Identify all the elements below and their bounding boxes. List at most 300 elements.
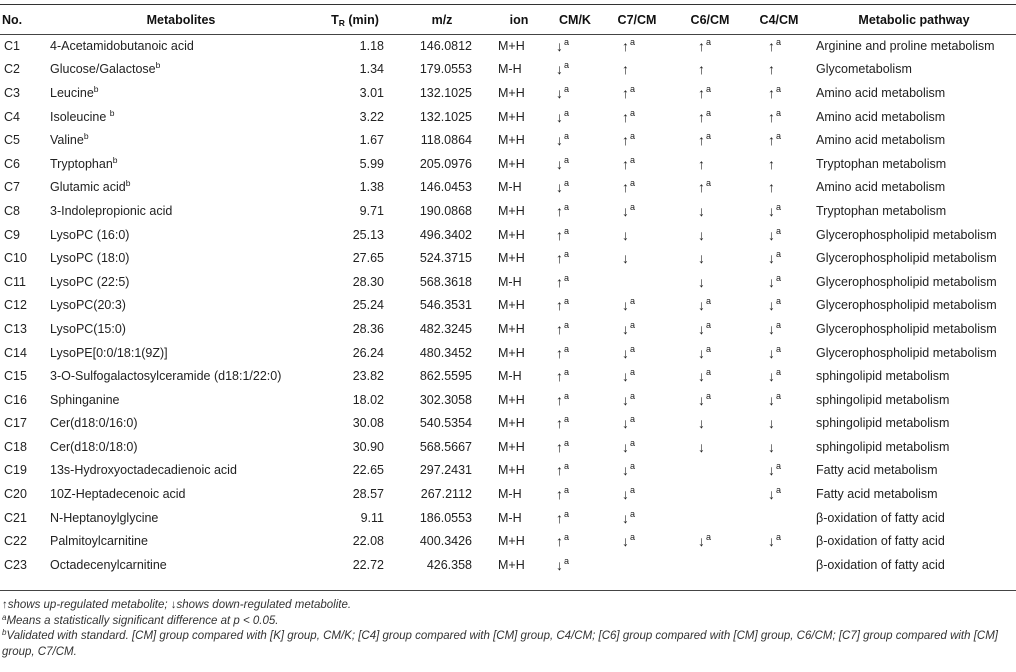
significance-marker: a (564, 485, 570, 496)
cell-c6-cm (674, 388, 746, 412)
cell-ion: M+H (498, 251, 525, 266)
significance-marker: a (776, 461, 782, 472)
header-ion: ion (509, 13, 529, 27)
up-arrow-icon: ↑ (768, 61, 775, 78)
table-top-rule (0, 4, 1016, 5)
down-arrow-icon: ↓ (768, 297, 775, 314)
cell-cm-k (550, 105, 600, 129)
significance-marker: a (564, 296, 570, 307)
cell-mz: 190.0868 (419, 203, 472, 218)
cell-metabolite (48, 246, 314, 270)
significance-marker: a (706, 296, 712, 307)
cell-retention-time: 27.65 (352, 251, 384, 266)
header-cm-k: CM/K (559, 13, 591, 27)
down-arrow-icon: ↓ (768, 250, 775, 267)
metabolite-name: N-Heptanoylglycine (50, 510, 159, 525)
validated-marker: b (93, 83, 99, 94)
cell-ion: M+H (498, 321, 525, 336)
up-arrow-icon: ↑ (768, 179, 775, 196)
up-arrow-icon: ↑ (622, 132, 629, 149)
down-arrow-icon: ↓ (768, 486, 775, 503)
significance-marker: a (706, 83, 712, 94)
cell-no: C13 (4, 321, 27, 336)
down-arrow-icon: ↓ (556, 155, 563, 172)
significance-marker: a (564, 532, 570, 543)
cell-no: C6 (4, 156, 20, 171)
down-arrow-icon: ↓ (698, 438, 705, 455)
header-c7-cm: C7/CM (617, 13, 657, 27)
cell-c6-cm (674, 506, 746, 530)
cell-c7-cm (600, 482, 674, 506)
cell-c6-cm (674, 176, 746, 200)
cell-cm-k (550, 199, 600, 223)
significance-marker: a (630, 319, 636, 330)
cell-mz: 118.0864 (420, 133, 472, 148)
cell-cm-k (550, 459, 600, 483)
cell-metabolite (48, 152, 314, 176)
table-row (0, 34, 1016, 58)
significance-marker: a (564, 461, 570, 472)
up-arrow-icon: ↑ (698, 155, 705, 172)
significance-marker: a (706, 319, 712, 330)
significance-marker: a (564, 83, 570, 94)
cell-c6-cm (674, 364, 746, 388)
significance-marker: a (630, 131, 636, 142)
cell-no: C8 (4, 203, 20, 218)
cell-pathway: Glycerophospholipid metabolism (816, 298, 997, 313)
metabolite-name: 10Z-Heptadecenoic acid (50, 487, 186, 502)
cell-metabolite (48, 199, 314, 223)
significance-marker: a (564, 437, 570, 448)
down-arrow-icon: ↓ (768, 320, 775, 337)
cell-mz: 302.3058 (419, 392, 472, 407)
cell-ion: M+H (498, 534, 525, 549)
significance-marker: a (776, 319, 782, 330)
cell-c4-cm (746, 176, 812, 200)
cell-mz: 179.0553 (419, 62, 472, 77)
down-arrow-icon: ↓ (768, 202, 775, 219)
cell-metabolite (48, 341, 314, 365)
up-arrow-icon: ↑ (768, 132, 775, 149)
significance-marker: a (776, 107, 782, 118)
cell-ion: M+H (498, 227, 525, 242)
cell-pathway: Glycerophospholipid metabolism (816, 227, 997, 242)
cell-pathway: Arginine and proline metabolism (816, 38, 995, 53)
up-arrow-icon: ↑ (556, 368, 563, 385)
cell-c6-cm (674, 529, 746, 553)
cell-retention-time: 23.82 (352, 369, 384, 384)
cell-ion: M+H (498, 439, 525, 454)
metabolite-name: Octadecenylcarnitine (50, 557, 167, 572)
cell-ion: M+H (498, 463, 525, 478)
down-arrow-icon: ↓ (698, 391, 705, 408)
cell-no: C14 (4, 345, 27, 360)
significance-marker: a (706, 178, 712, 189)
down-arrow-icon: ↓ (768, 415, 775, 432)
significance-marker: a (564, 343, 570, 354)
cell-c6-cm (674, 223, 746, 247)
cell-mz: 400.3426 (419, 534, 472, 549)
table-row (0, 128, 1016, 152)
significance-marker: a (776, 343, 782, 354)
cell-metabolite (48, 81, 314, 105)
cell-c6-cm (674, 435, 746, 459)
cell-retention-time: 18.02 (352, 392, 384, 407)
cell-metabolite (48, 459, 314, 483)
down-arrow-icon: ↓ (556, 84, 563, 101)
cell-no: C21 (4, 510, 27, 525)
cell-c7-cm (600, 388, 674, 412)
validated-marker: b (125, 178, 131, 189)
down-arrow-icon: ↓ (768, 344, 775, 361)
cell-c6-cm (674, 105, 746, 129)
cell-ion: M+H (498, 156, 525, 171)
cell-mz: 267.2112 (420, 487, 472, 502)
cell-pathway: Fatty acid metabolism (816, 487, 938, 502)
cell-mz: 540.5354 (419, 416, 472, 431)
down-arrow-icon: ↓ (768, 462, 775, 479)
cell-no: C19 (4, 463, 27, 478)
cell-pathway: Fatty acid metabolism (816, 463, 938, 478)
cell-mz: 186.0553 (419, 510, 472, 525)
header-metabolites: Metabolites (146, 13, 216, 27)
cell-c6-cm (674, 482, 746, 506)
down-arrow-icon: ↓ (556, 556, 563, 573)
cell-cm-k (550, 341, 600, 365)
significance-marker: a (630, 390, 636, 401)
table-row (0, 506, 1016, 530)
down-arrow-icon: ↓ (698, 320, 705, 337)
table-body (0, 34, 1016, 577)
cell-metabolite (48, 270, 314, 294)
up-arrow-icon: ↑ (622, 84, 629, 101)
significance-marker: a (630, 508, 636, 519)
down-arrow-icon: ↓ (698, 273, 705, 290)
cell-ion: M-H (498, 180, 522, 195)
table-row (0, 199, 1016, 223)
down-arrow-icon: ↓ (698, 533, 705, 550)
metabolite-name: 4-Acetamidobutanoic acid (50, 38, 194, 53)
up-arrow-icon: ↑ (556, 297, 563, 314)
cell-retention-time: 9.11 (360, 510, 384, 525)
significance-marker: a (776, 390, 782, 401)
cell-metabolite (48, 294, 314, 318)
table-row (0, 317, 1016, 341)
significance-marker: a (630, 178, 636, 189)
metabolite-name: Glucose/Galactose (50, 62, 156, 77)
up-arrow-icon: ↑ (698, 37, 705, 54)
cell-retention-time: 22.08 (352, 534, 384, 549)
significance-marker: a (630, 343, 636, 354)
cell-no: C22 (4, 534, 27, 549)
table-row (0, 482, 1016, 506)
cell-no: C1 (4, 38, 20, 53)
cell-no: C2 (4, 62, 20, 77)
cell-cm-k (550, 482, 600, 506)
up-arrow-icon: ↑ (556, 250, 563, 267)
cell-cm-k (550, 270, 600, 294)
metabolite-name: Cer(d18:0/16:0) (50, 416, 138, 431)
significance-marker: a (776, 532, 782, 543)
cell-c4-cm (746, 105, 812, 129)
down-arrow-icon: ↓ (622, 297, 629, 314)
significance-marker: a (776, 83, 782, 94)
cell-c4-cm (746, 294, 812, 318)
cell-metabolite (48, 506, 314, 530)
cell-c7-cm (600, 412, 674, 436)
cell-metabolite (48, 388, 314, 412)
cell-c4-cm (746, 317, 812, 341)
metabolite-name: LysoPC (18:0) (50, 251, 130, 266)
down-arrow-icon: ↓ (622, 533, 629, 550)
significance-marker: a (776, 272, 782, 283)
cell-c4-cm (746, 246, 812, 270)
significance-marker: a (630, 367, 636, 378)
cell-mz: 480.3452 (419, 345, 472, 360)
cell-no: C18 (4, 439, 27, 454)
significance-marker: a (564, 107, 570, 118)
down-arrow-icon: ↓ (622, 391, 629, 408)
cell-c7-cm (600, 152, 674, 176)
cell-c6-cm (674, 459, 746, 483)
cell-c6-cm (674, 81, 746, 105)
cell-no: C15 (4, 369, 27, 384)
significance-marker: a (630, 437, 636, 448)
cell-retention-time: 22.65 (352, 463, 384, 478)
cell-ion: M+H (498, 392, 525, 407)
down-arrow-icon: ↓ (768, 273, 775, 290)
table-header-row (0, 6, 1016, 34)
down-arrow-icon: ↓ (768, 368, 775, 385)
cell-c4-cm (746, 34, 812, 58)
cell-c4-cm (746, 152, 812, 176)
cell-retention-time: 5.99 (359, 156, 384, 171)
cell-c7-cm (600, 176, 674, 200)
cell-retention-time: 25.24 (352, 298, 384, 313)
cell-retention-time: 28.36 (352, 321, 384, 336)
significance-marker: a (776, 485, 782, 496)
significance-marker: a (776, 36, 782, 47)
down-arrow-icon: ↓ (622, 486, 629, 503)
metabolite-name: 3-O-Sulfogalactosylceramide (d18:1/22:0) (50, 369, 282, 384)
down-arrow-icon: ↓ (622, 509, 629, 526)
metabolite-name: LysoPC(20:3) (50, 298, 126, 313)
cell-c4-cm (746, 435, 812, 459)
cell-mz: 297.2431 (419, 463, 472, 478)
cell-c7-cm (600, 529, 674, 553)
significance-marker: a (564, 131, 570, 142)
up-arrow-icon: ↑ (622, 108, 629, 125)
cell-pathway: Tryptophan metabolism (816, 203, 947, 218)
cell-retention-time: 1.34 (359, 62, 384, 77)
cell-ion: M-H (498, 510, 522, 525)
down-arrow-icon: ↓ (698, 250, 705, 267)
footnote-b: $^b$Validated with standard. [CM] group compared with [K] group, CM/K; [C4] group compared with [CM] group, C4/CM; [C6] group compared with [CM] group, C6/CM; [C7] group compared with [CM] group, C7/CM. (2, 628, 998, 658)
metabolite-name: 13s-Hydroxyoctadecadienoic acid (50, 463, 237, 478)
cell-ion: M-H (498, 487, 522, 502)
up-arrow-icon: ↑ (556, 202, 563, 219)
significance-marker: a (564, 319, 570, 330)
metabolite-name: Cer(d18:0/18:0) (50, 439, 138, 454)
down-arrow-icon: ↓ (768, 533, 775, 550)
cell-c7-cm (600, 553, 674, 577)
up-arrow-icon: ↑ (556, 344, 563, 361)
cell-c6-cm (674, 341, 746, 365)
metabolite-name: 3-Indolepropionic acid (50, 203, 173, 218)
cell-pathway: Amino acid metabolism (816, 133, 946, 148)
table-bottom-rule (0, 590, 1016, 591)
cell-c7-cm (600, 506, 674, 530)
table-row (0, 176, 1016, 200)
cell-c4-cm (746, 412, 812, 436)
cell-cm-k (550, 176, 600, 200)
cell-c4-cm (746, 482, 812, 506)
table-row (0, 223, 1016, 247)
cell-no: C9 (4, 227, 20, 242)
significance-marker: a (630, 532, 636, 543)
significance-marker: a (776, 131, 782, 142)
header-no: No. (2, 13, 23, 27)
down-arrow-icon: ↓ (768, 438, 775, 455)
metabolite-name: LysoPE[0:0/18:1(9Z)] (50, 345, 168, 360)
up-arrow-icon: ↑ (556, 320, 563, 337)
cell-no: C7 (4, 180, 20, 195)
down-arrow-icon: ↓ (698, 344, 705, 361)
cell-ion: M-H (498, 62, 522, 77)
cell-c6-cm (674, 270, 746, 294)
table-row (0, 459, 1016, 483)
cell-cm-k (550, 246, 600, 270)
significance-marker: a (776, 201, 782, 212)
cell-no: C3 (4, 85, 20, 100)
cell-pathway: sphingolipid metabolism (816, 416, 950, 431)
significance-marker: a (776, 225, 782, 236)
up-arrow-icon: ↑ (556, 462, 563, 479)
significance-marker: a (706, 107, 712, 118)
table-row (0, 553, 1016, 577)
table-row (0, 364, 1016, 388)
significance-marker: a (564, 36, 570, 47)
cell-mz: 482.3245 (419, 321, 472, 336)
cell-cm-k (550, 294, 600, 318)
cell-c6-cm (674, 152, 746, 176)
down-arrow-icon: ↓ (622, 438, 629, 455)
cell-cm-k (550, 152, 600, 176)
up-arrow-icon: ↑ (556, 415, 563, 432)
cell-pathway: sphingolipid metabolism (816, 392, 950, 407)
down-arrow-icon: ↓ (698, 415, 705, 432)
significance-marker: a (564, 249, 570, 260)
cell-retention-time: 22.72 (352, 557, 384, 572)
cell-c6-cm (674, 412, 746, 436)
cell-cm-k (550, 529, 600, 553)
up-arrow-icon: ↑ (622, 179, 629, 196)
metabolite-name: LysoPC (16:0) (50, 227, 130, 242)
table-row (0, 152, 1016, 176)
cell-no: C23 (4, 557, 27, 572)
cell-ion: M+H (498, 203, 525, 218)
metabolite-name: Valine (50, 133, 84, 148)
up-arrow-icon: ↑ (556, 226, 563, 243)
cell-ion: M+H (498, 109, 525, 124)
validated-marker: b (112, 154, 118, 165)
table-row (0, 435, 1016, 459)
footnote-a: $^a$Means a statistically significant difference at p < 0.05. (2, 612, 279, 627)
cell-mz: 132.1025 (419, 85, 472, 100)
cell-ion: M+H (498, 85, 525, 100)
header-metabolic-pathway: Metabolic pathway (858, 13, 970, 27)
cell-pathway: Glycometabolism (816, 62, 912, 77)
up-arrow-icon: ↑ (698, 179, 705, 196)
down-arrow-icon: ↓ (698, 368, 705, 385)
cell-pathway: Glycerophospholipid metabolism (816, 251, 997, 266)
up-arrow-icon: ↑ (622, 61, 629, 78)
cell-ion: M+H (498, 38, 525, 53)
cell-retention-time: 3.01 (359, 85, 384, 100)
cell-c4-cm (746, 459, 812, 483)
down-arrow-icon: ↓ (622, 344, 629, 361)
significance-marker: a (630, 296, 636, 307)
cell-retention-time: 1.18 (359, 38, 384, 53)
cell-c4-cm (746, 58, 812, 82)
metabolite-name: Tryptophan (50, 156, 113, 171)
down-arrow-icon: ↓ (768, 226, 775, 243)
metabolite-name: Glutamic acid (50, 180, 126, 195)
cell-c4-cm (746, 81, 812, 105)
significance-marker: a (630, 201, 636, 212)
cell-cm-k (550, 553, 600, 577)
cell-cm-k (550, 412, 600, 436)
significance-marker: a (630, 461, 636, 472)
cell-pathway: sphingolipid metabolism (816, 439, 950, 454)
cell-retention-time: 3.22 (359, 109, 384, 124)
up-arrow-icon: ↑ (698, 84, 705, 101)
down-arrow-icon: ↓ (556, 132, 563, 149)
cell-metabolite (48, 435, 314, 459)
cell-cm-k (550, 81, 600, 105)
down-arrow-icon: ↓ (622, 415, 629, 432)
significance-marker: a (564, 225, 570, 236)
cell-c4-cm (746, 553, 812, 577)
cell-c6-cm (674, 34, 746, 58)
significance-marker: a (706, 343, 712, 354)
cell-c6-cm (674, 317, 746, 341)
up-arrow-icon: ↑ (698, 108, 705, 125)
header-mz: m/z (431, 13, 453, 27)
cell-mz: 146.0812 (419, 38, 472, 53)
cell-pathway: β-oxidation of fatty acid (816, 557, 945, 572)
cell-c4-cm (746, 529, 812, 553)
cell-ion: M+H (498, 133, 525, 148)
cell-metabolite (48, 128, 314, 152)
cell-pathway: Amino acid metabolism (816, 180, 946, 195)
cell-metabolite (48, 223, 314, 247)
cell-metabolite (48, 105, 314, 129)
cell-c7-cm (600, 34, 674, 58)
down-arrow-icon: ↓ (698, 226, 705, 243)
significance-marker: a (776, 249, 782, 260)
cell-c7-cm (600, 317, 674, 341)
metabolite-name: Leucine (50, 85, 94, 100)
metabolites-table (0, 6, 1016, 577)
up-arrow-icon: ↑ (698, 132, 705, 149)
significance-marker: a (706, 532, 712, 543)
cell-mz: 568.5667 (419, 439, 472, 454)
cell-c7-cm (600, 435, 674, 459)
cell-mz: 568.3618 (419, 274, 472, 289)
cell-c6-cm (674, 128, 746, 152)
cell-c7-cm (600, 364, 674, 388)
